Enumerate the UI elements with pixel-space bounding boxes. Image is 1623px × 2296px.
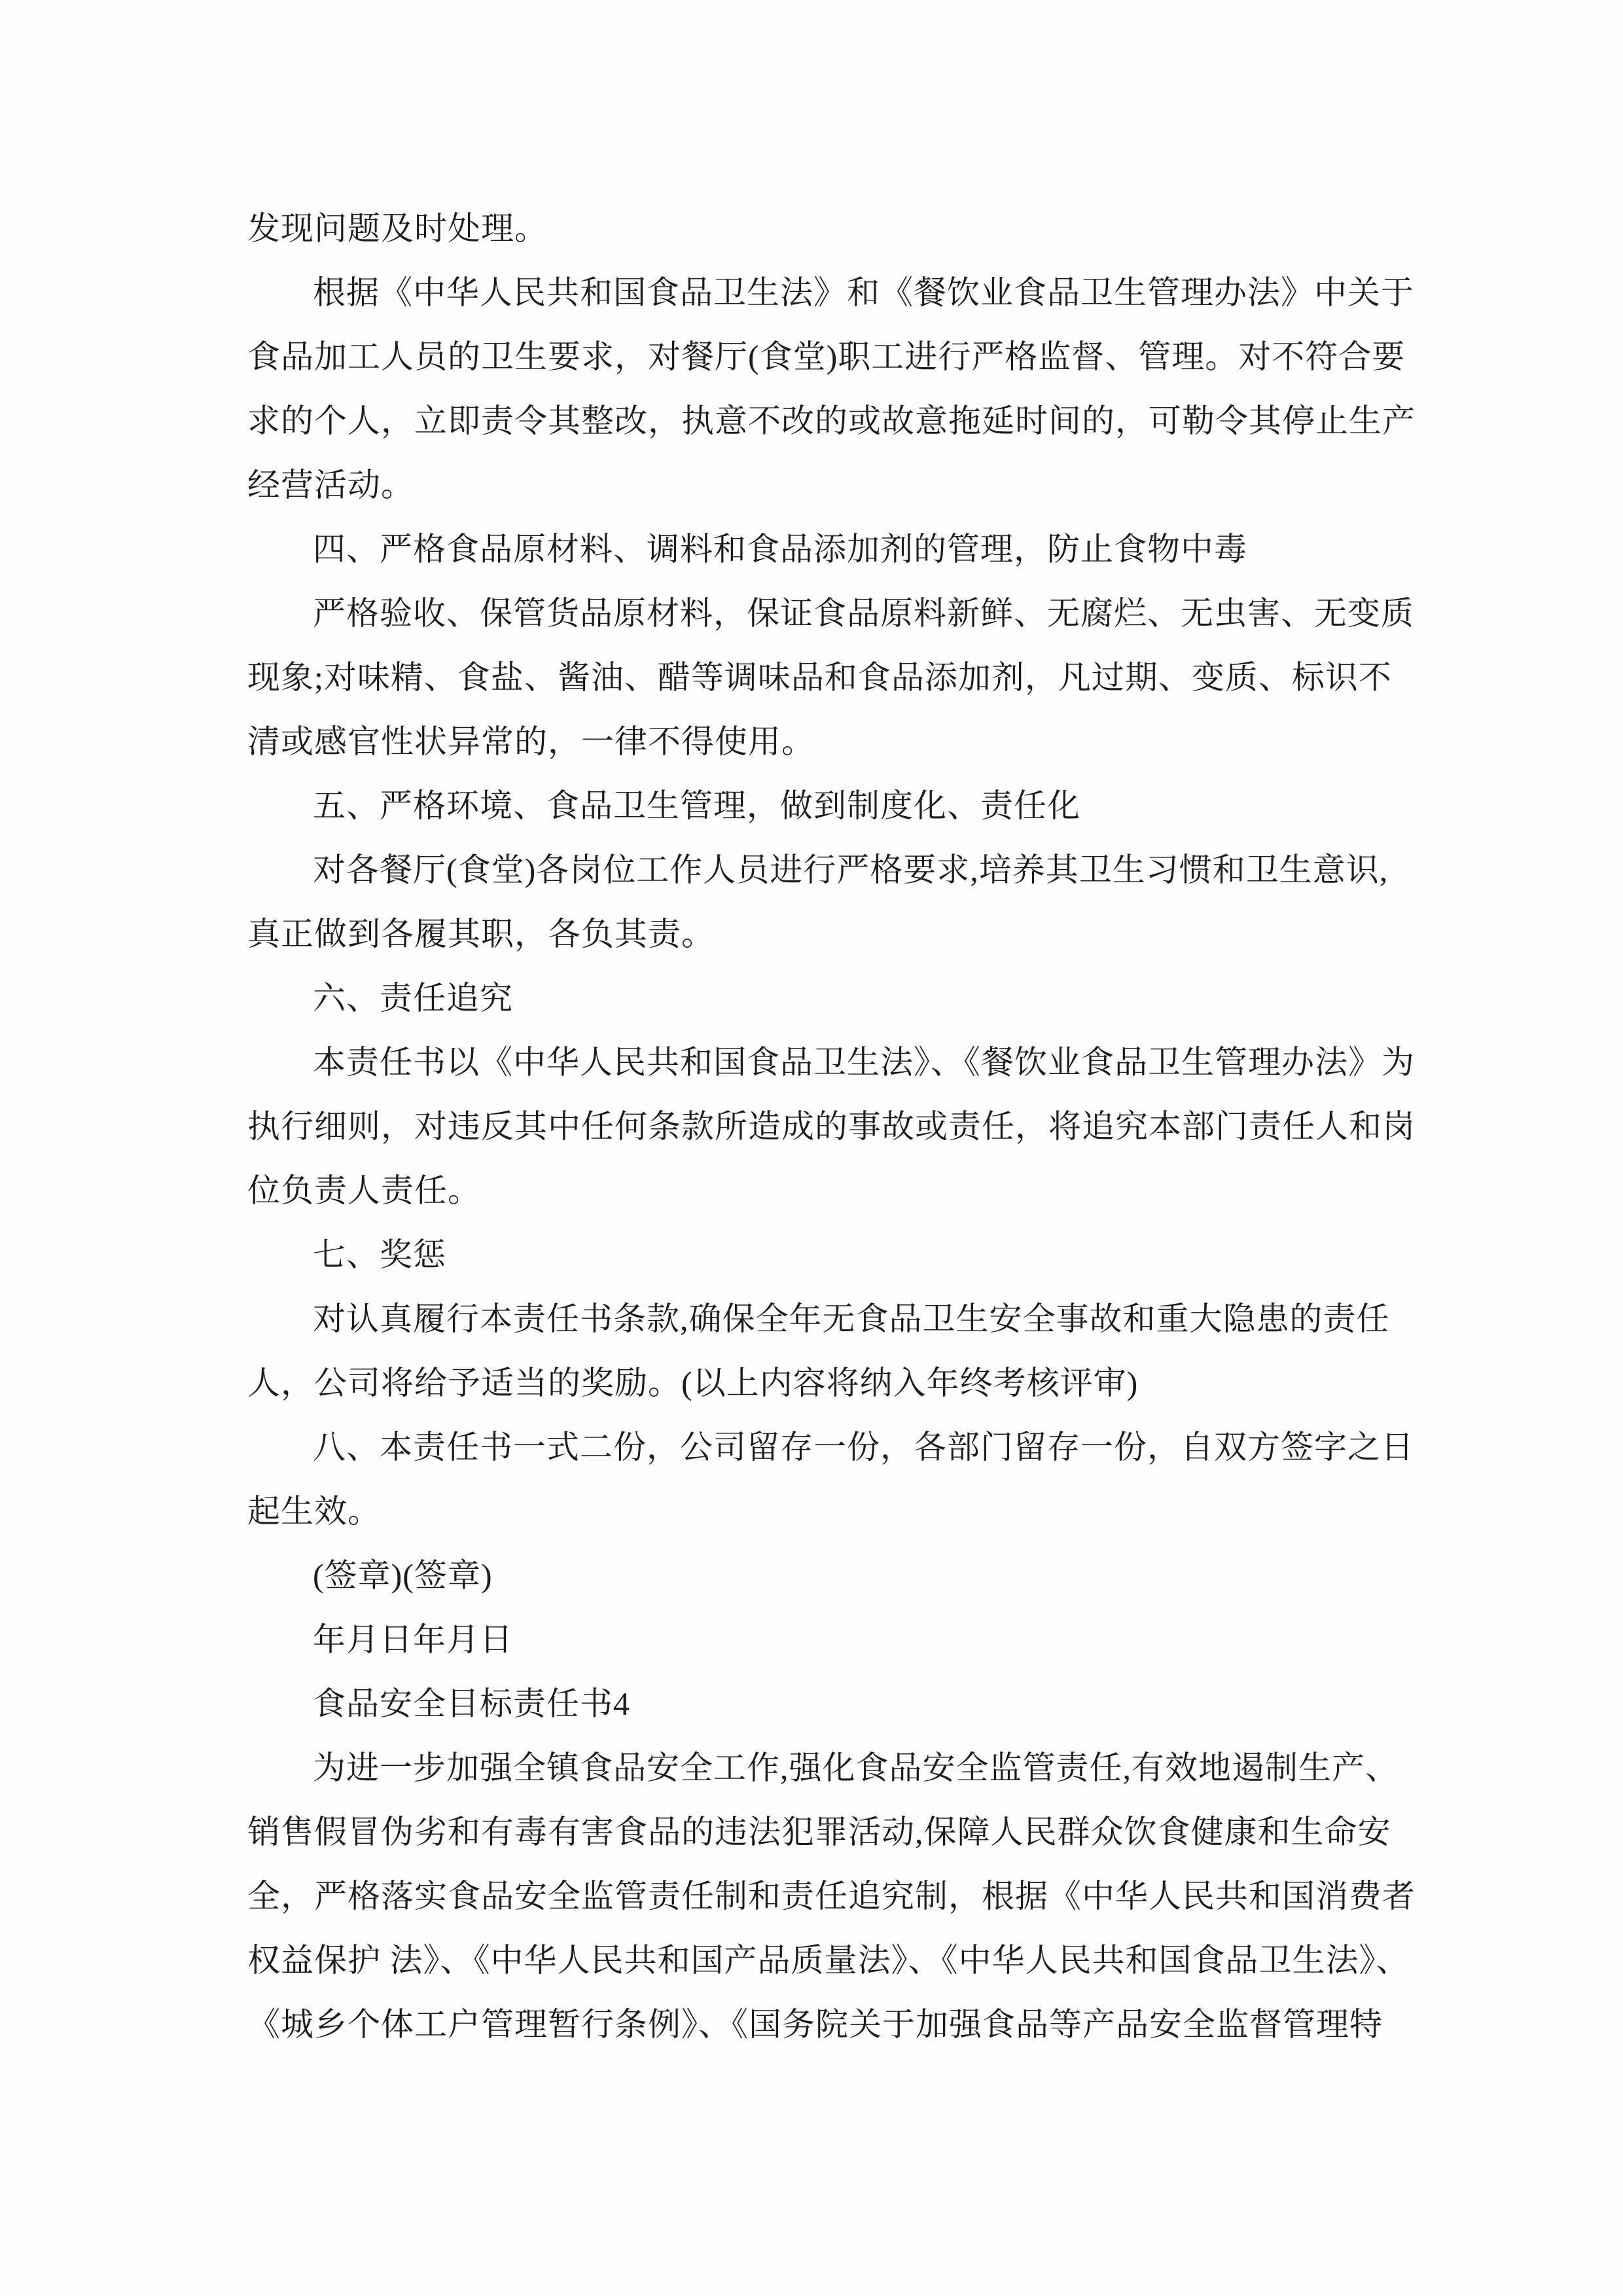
text-line: 现象;对味精、食盐、酱油、醋等调味品和食品添加剂，凡过期、变质、标识不 [247, 659, 1392, 696]
text-line: 执行细则，对违反其中任何条款所造成的事故或责任，将追究本部门责任人和岗 [247, 1108, 1416, 1145]
text-line: 五、严格环境、食品卫生管理，做到制度化、责任化 [313, 787, 1080, 824]
text-line: 《城乡个体工户管理暂行条例》、《国务院关于加强食品等产品安全监督管理特 [247, 2006, 1383, 2043]
text-line: 清或感官性状异常的，一律不得使用。 [247, 723, 815, 760]
text-line: 对各餐厅(食堂)各岗位工作人员进行严格要求,培养其卫生习惯和卫生意识, [313, 852, 1389, 888]
text-line: 权益保护 法》、《中华人民共和国产品质量法》、《中华人民共和国食品卫生法》、 [247, 1942, 1410, 1979]
text-line: 为进一步加强全镇食品安全工作,强化食品安全监管责任,有效地遏制生产、 [313, 1749, 1399, 1786]
document-body [247, 196, 1416, 2056]
text-line: 起生效。 [247, 1493, 381, 1530]
text-line: 位负责人责任。 [247, 1172, 481, 1209]
text-line: 严格验收、保管货品原材料，保证食品原料新鲜、无腐烂、无虫害、无变质 [313, 595, 1414, 632]
text-line: 求的个人，立即责令其整改，执意不改的或故意拖延时间的，可勒令其停止生产 [247, 403, 1416, 439]
text-line: 八、本责任书一式二份，公司留存一份，各部门留存一份，自双方签字之日 [313, 1429, 1414, 1465]
text-line: 真正做到各履其职，各负其责。 [247, 916, 715, 952]
text-line: 销售假冒伪劣和有毒有害食品的违法犯罪活动,保障人民群众饮食健康和生命安 [247, 1814, 1391, 1850]
text-line: 四、严格食品原材料、调料和食品添加剂的管理，防止食物中毒 [313, 531, 1247, 567]
text-line: 经营活动。 [247, 467, 414, 503]
text-line: 全，严格落实食品安全监管责任制和责任追究制，根据《中华人民共和国消费者 [247, 1878, 1416, 1914]
text-line: 本责任书以《中华人民共和国食品卫生法》、《餐饮业食品卫生管理办法》为 [313, 1044, 1415, 1081]
text-line: (签章)(签章) [313, 1557, 493, 1594]
text-line: 年月日年月日 [313, 1621, 513, 1658]
text-line: 七、奖惩 [313, 1236, 446, 1273]
text-line: 六、责任追究 [313, 980, 513, 1016]
text-line: 人，公司将给予适当的奖励。(以上内容将纳入年终考核评审) [247, 1365, 1139, 1401]
text-line: 食品加工人员的卫生要求，对餐厅(食堂)职工进行严格监督、管理。对不符合要 [247, 338, 1406, 375]
text-line: 根据《中华人民共和国食品卫生法》和《餐饮业食品卫生管理办法》中关于 [313, 274, 1414, 311]
text-line: 对认真履行本责任书条款,确保全年无食品卫生安全事故和重大隐患的责任 [313, 1300, 1390, 1337]
text-line: 食品安全目标责任书4 [313, 1685, 630, 1722]
text-line: 发现问题及时处理。 [247, 210, 548, 247]
